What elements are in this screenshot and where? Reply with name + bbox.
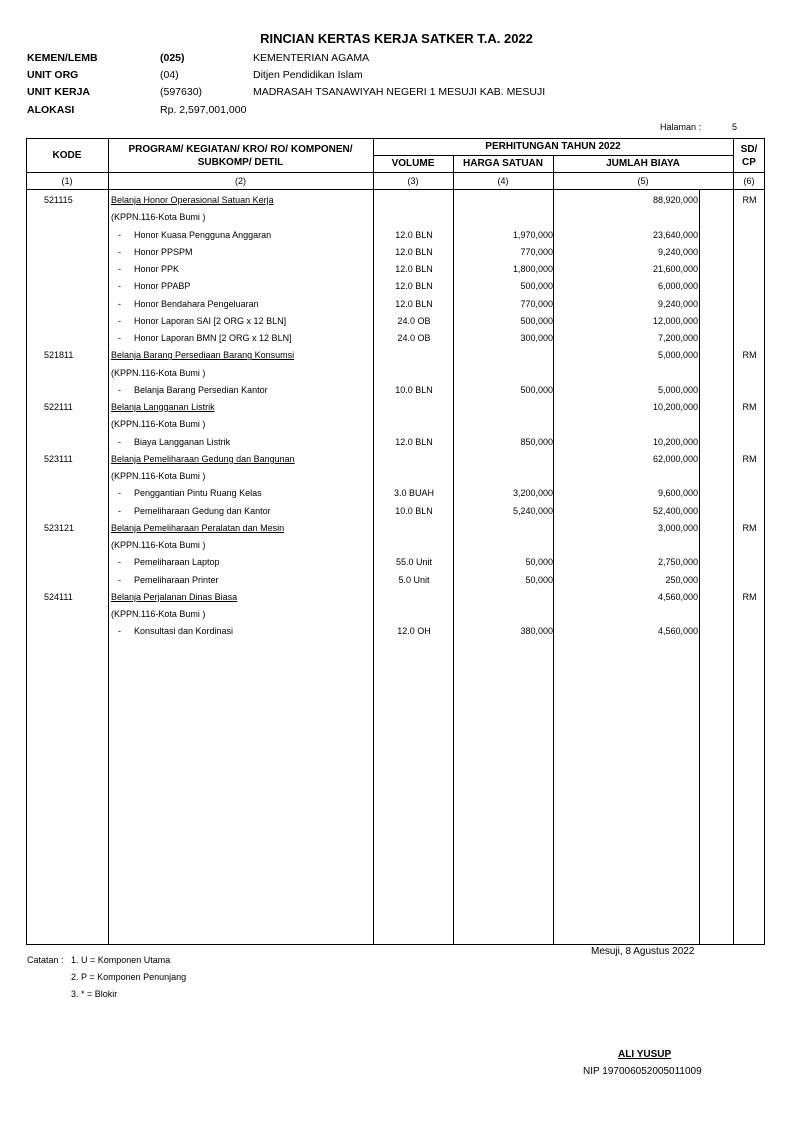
item-dash: - bbox=[118, 574, 121, 585]
header-sdcp-line1: SD/ bbox=[740, 144, 758, 155]
jumlah-biaya: 21,600,000 bbox=[652, 264, 698, 274]
jumlah-biaya: 10,200,000 bbox=[652, 402, 698, 412]
volume: 24.0 OB bbox=[397, 333, 431, 343]
item-dash: - bbox=[118, 436, 121, 447]
volume: 10.0 BLN bbox=[395, 505, 433, 516]
harga-satuan: 500,000 bbox=[520, 315, 553, 326]
col-number: (1) bbox=[61, 176, 73, 186]
jumlah-biaya: 10,200,000 bbox=[652, 436, 698, 447]
header-label: KEMEN/LEMB bbox=[27, 52, 98, 64]
item-name: Honor PPABP bbox=[134, 281, 191, 292]
item-dash: - bbox=[118, 333, 121, 343]
item-dash: - bbox=[118, 315, 121, 326]
volume: 10.0 BLN bbox=[395, 384, 433, 395]
account-name: Belanja Honor Operasional Satuan Kerja bbox=[111, 195, 274, 205]
header-harga: HARGA SATUAN bbox=[463, 158, 543, 169]
table-row bbox=[0, 454, 793, 471]
jumlah-biaya: 23,640,000 bbox=[652, 229, 698, 240]
jumlah-biaya: 4,560,000 bbox=[657, 591, 698, 602]
table-row bbox=[0, 506, 793, 523]
sumber-dana: RM bbox=[742, 453, 757, 464]
table-row bbox=[0, 419, 793, 436]
header-label: UNIT KERJA bbox=[27, 86, 91, 98]
volume: 55.0 Unit bbox=[395, 557, 433, 568]
table-rule bbox=[26, 172, 765, 173]
table-row bbox=[0, 609, 793, 626]
volume: 12.0 BLN bbox=[395, 229, 433, 240]
item-dash: - bbox=[118, 384, 121, 395]
table-row bbox=[0, 299, 793, 316]
account-code: 522111 bbox=[44, 402, 73, 412]
volume: 24.0 OB bbox=[397, 315, 431, 326]
col-number: (2) bbox=[235, 176, 246, 186]
col-number: (5) bbox=[637, 176, 649, 186]
table-row bbox=[0, 471, 793, 488]
jumlah-biaya: 3,000,000 bbox=[657, 522, 698, 533]
item-dash: - bbox=[118, 229, 121, 240]
header-kode: KODE bbox=[52, 150, 82, 161]
jumlah-biaya: 5,000,000 bbox=[657, 350, 698, 361]
account-code: 521115 bbox=[44, 195, 73, 205]
halaman-value: 5 bbox=[732, 122, 738, 132]
harga-satuan: 850,000 bbox=[520, 436, 553, 447]
table-row bbox=[0, 316, 793, 333]
volume: 12.0 BLN bbox=[395, 281, 433, 292]
harga-satuan: 3,200,000 bbox=[512, 488, 553, 499]
volume: 12.0 BLN bbox=[395, 298, 433, 309]
harga-satuan: 770,000 bbox=[520, 246, 553, 257]
table-row bbox=[0, 523, 793, 540]
kppn-label: (KPPN.116-Kota Bumi ) bbox=[111, 367, 206, 378]
item-name: Pemeliharaan Printer bbox=[134, 574, 219, 585]
harga-satuan: 50,000 bbox=[525, 574, 553, 585]
col-number: (3) bbox=[407, 176, 419, 186]
table-row bbox=[0, 195, 793, 212]
item-dash: - bbox=[118, 264, 121, 274]
volume: 12.0 OH bbox=[397, 626, 431, 637]
account-name: Belanja Barang Persediaan Barang Konsumsi bbox=[111, 350, 295, 361]
item-name: Konsultasi dan Kordinasi bbox=[134, 626, 234, 637]
harga-satuan: 380,000 bbox=[520, 626, 553, 637]
harga-satuan: 5,240,000 bbox=[512, 505, 553, 516]
header-code: (04) bbox=[160, 69, 179, 81]
item-dash: - bbox=[118, 298, 121, 309]
kppn-label: (KPPN.116-Kota Bumi ) bbox=[111, 212, 206, 223]
sumber-dana: RM bbox=[742, 591, 757, 602]
col-number: (4) bbox=[497, 176, 509, 186]
table-row bbox=[0, 402, 793, 419]
account-code: 521811 bbox=[44, 350, 74, 361]
sumber-dana: RM bbox=[742, 402, 757, 412]
jumlah-biaya: 9,240,000 bbox=[657, 246, 698, 257]
item-name: Honor Kuasa Pengguna Anggaran bbox=[134, 229, 272, 240]
table-row bbox=[0, 368, 793, 385]
notes-label: Catatan : bbox=[27, 955, 64, 965]
table-row bbox=[0, 281, 793, 298]
harga-satuan: 1,970,000 bbox=[512, 229, 553, 240]
volume: 12.0 BLN bbox=[395, 246, 433, 257]
table-row bbox=[0, 575, 793, 592]
table-row bbox=[0, 230, 793, 247]
item-name: Belanja Barang Persedian Kantor bbox=[134, 384, 268, 395]
harga-satuan: 770,000 bbox=[520, 298, 553, 309]
item-dash: - bbox=[118, 557, 121, 568]
header-label: UNIT ORG bbox=[27, 69, 79, 81]
note-item: 1. U = Komponen Utama bbox=[71, 955, 171, 965]
kppn-label: (KPPN.116-Kota Bumi ) bbox=[111, 419, 206, 430]
header-name: KEMENTERIAN AGAMA bbox=[253, 52, 370, 64]
table-row bbox=[0, 247, 793, 264]
jumlah-biaya: 52,400,000 bbox=[652, 505, 698, 516]
jumlah-biaya: 2,750,000 bbox=[657, 557, 698, 568]
item-dash: - bbox=[118, 488, 121, 499]
volume: 12.0 BLN bbox=[395, 436, 433, 447]
header-label: ALOKASI bbox=[27, 104, 75, 116]
account-name: Belanja Pemeliharaan Peralatan dan Mesin bbox=[111, 522, 285, 533]
table-row bbox=[0, 333, 793, 350]
header-jumlah: JUMLAH BIAYA bbox=[606, 158, 680, 169]
jumlah-biaya: 5,000,000 bbox=[657, 384, 698, 395]
jumlah-biaya: 62,000,000 bbox=[652, 453, 698, 464]
jumlah-biaya: 7,200,000 bbox=[657, 333, 698, 343]
note-item: 2. P = Komponen Penunjang bbox=[71, 972, 187, 982]
header-code: (025) bbox=[160, 52, 185, 64]
volume: 5.0 Unit bbox=[398, 574, 430, 585]
sumber-dana: RM bbox=[742, 350, 757, 361]
place-date: Mesuji, 8 Agustus 2022 bbox=[591, 946, 695, 957]
item-dash: - bbox=[118, 281, 121, 292]
volume: 12.0 BLN bbox=[395, 264, 433, 274]
header-perhitungan: PERHITUNGAN TAHUN 2022 bbox=[485, 141, 621, 152]
header-program-line1: PROGRAM/ KEGIATAN/ KRO/ RO/ KOMPONEN/ bbox=[128, 144, 353, 155]
header-code: (597630) bbox=[160, 86, 203, 98]
sumber-dana: RM bbox=[742, 522, 757, 533]
account-code: 523121 bbox=[44, 522, 75, 533]
item-dash: - bbox=[118, 505, 121, 516]
item-name: Honor PPK bbox=[134, 264, 180, 274]
header-program-line2: SUBKOMP/ DETIL bbox=[197, 157, 284, 168]
kppn-label: (KPPN.116-Kota Bumi ) bbox=[111, 471, 206, 481]
header-name: Ditjen Pendidikan Islam bbox=[253, 69, 363, 81]
item-name: Honor Laporan SAI [2 ORG x 12 BLN] bbox=[134, 315, 287, 326]
table-row bbox=[0, 212, 793, 229]
jumlah-biaya: 88,920,000 bbox=[652, 195, 698, 205]
header-sdcp-line2: CP bbox=[742, 157, 756, 168]
table-row bbox=[0, 437, 793, 454]
item-name: Pemeliharaan Laptop bbox=[134, 557, 220, 568]
table-row bbox=[0, 592, 793, 609]
jumlah-biaya: 12,000,000 bbox=[652, 315, 698, 326]
harga-satuan: 500,000 bbox=[520, 384, 553, 395]
table-row bbox=[0, 264, 793, 281]
kppn-label: (KPPN.116-Kota Bumi ) bbox=[111, 540, 206, 550]
account-name: Belanja Pemeliharaan Gedung dan Bangunan bbox=[111, 453, 295, 464]
table-row bbox=[0, 488, 793, 505]
note-item: 3. * = Blokir bbox=[71, 989, 118, 999]
table-row bbox=[0, 540, 793, 557]
jumlah-biaya: 9,240,000 bbox=[657, 298, 698, 309]
account-code: 523111 bbox=[44, 453, 73, 464]
table-rule bbox=[373, 155, 734, 156]
account-name: Belanja Langganan Listrik bbox=[111, 402, 215, 412]
document-title: RINCIAN KERTAS KERJA SATKER T.A. 2022 bbox=[260, 31, 533, 46]
table-rule bbox=[26, 189, 765, 190]
sumber-dana: RM bbox=[742, 195, 757, 205]
signatory-name: ALI YUSUP bbox=[618, 1049, 672, 1060]
volume: 3.0 BUAH bbox=[393, 488, 435, 499]
table-row bbox=[0, 626, 793, 643]
col-number: (6) bbox=[743, 176, 755, 186]
harga-satuan: 50,000 bbox=[525, 557, 553, 568]
item-dash: - bbox=[118, 246, 121, 257]
jumlah-biaya: 6,000,000 bbox=[657, 281, 698, 292]
harga-satuan: 500,000 bbox=[520, 281, 553, 292]
jumlah-biaya: 250,000 bbox=[665, 574, 698, 585]
table-row bbox=[0, 385, 793, 402]
table-row bbox=[0, 350, 793, 367]
table-row bbox=[0, 557, 793, 574]
item-name: Honor PPSPM bbox=[134, 246, 193, 257]
item-dash: - bbox=[118, 626, 121, 637]
harga-satuan: 300,000 bbox=[520, 333, 553, 343]
account-code: 524111 bbox=[44, 591, 73, 602]
jumlah-biaya: 4,560,000 bbox=[657, 626, 698, 637]
item-name: Biaya Langganan Listrik bbox=[134, 436, 231, 447]
header-name: MADRASAH TSANAWIYAH NEGERI 1 MESUJI KAB. MESUJI bbox=[253, 86, 546, 98]
item-name: Honor Laporan BMN [2 ORG x 12 BLN] bbox=[134, 333, 292, 343]
signatory-nip: NIP 197006052005011009 bbox=[583, 1066, 702, 1077]
harga-satuan: 1,800,000 bbox=[512, 264, 553, 274]
header-volume: VOLUME bbox=[391, 158, 435, 169]
jumlah-biaya: 9,600,000 bbox=[657, 488, 698, 499]
halaman-label: Halaman : bbox=[660, 122, 702, 132]
item-name: Honor Bendahara Pengeluaran bbox=[134, 298, 259, 309]
header-code: Rp. 2,597,001,000 bbox=[160, 104, 247, 116]
kppn-label: (KPPN.116-Kota Bumi ) bbox=[111, 609, 206, 619]
item-name: Penggantian Pintu Ruang Kelas bbox=[134, 488, 262, 499]
item-name: Pemeliharaan Gedung dan Kantor bbox=[134, 505, 271, 516]
account-name: Belanja Perjalanan Dinas Biasa bbox=[111, 591, 238, 602]
